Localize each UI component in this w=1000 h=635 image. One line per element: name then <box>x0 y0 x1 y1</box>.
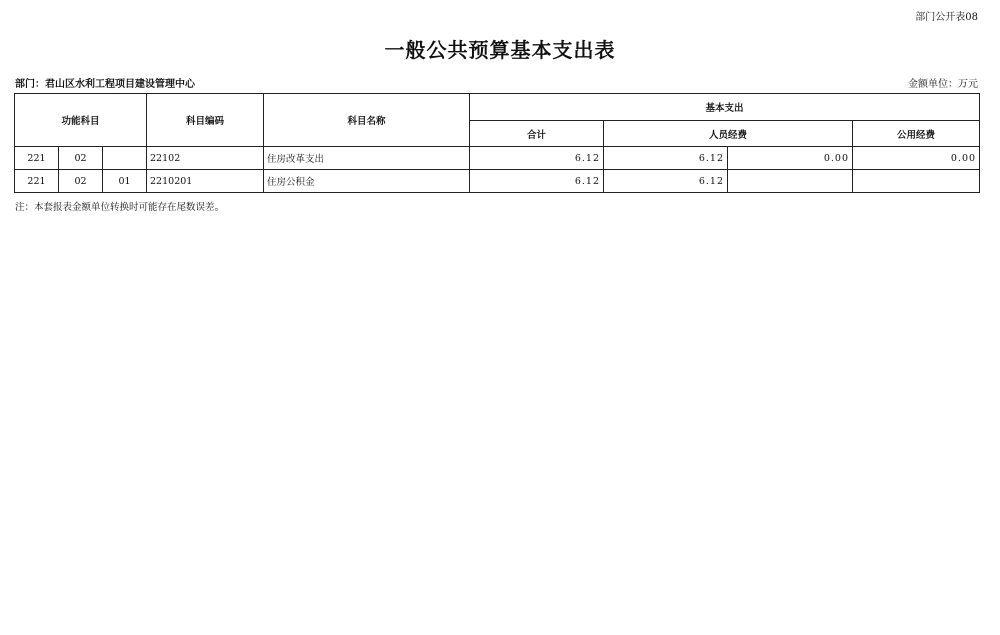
cell-name: 住房公积金 <box>264 170 470 193</box>
cell-name: 住房改革支出 <box>264 147 470 170</box>
cell-code: 22102 <box>147 147 264 170</box>
cell-public: 0.00 <box>853 147 980 170</box>
cell-xiang: 01 <box>103 170 147 193</box>
cell-personnel-a: 6.12 <box>604 170 728 193</box>
table-row <box>15 147 980 170</box>
cell-total: 6.12 <box>470 147 604 170</box>
page-title: 一般公共预算基本支出表 <box>384 38 616 62</box>
header-total: 合计 <box>470 121 604 147</box>
header-function-subject: 功能科目 <box>15 94 147 147</box>
form-code: 部门公开表08 <box>915 12 978 23</box>
cell-xiang <box>103 147 147 170</box>
unit-label: 金额单位：万元 <box>908 79 978 90</box>
cell-public <box>853 170 980 193</box>
cell-personnel-b: 0.00 <box>728 147 853 170</box>
header-personnel: 人员经费 <box>604 121 853 147</box>
cell-total: 6.12 <box>470 170 604 193</box>
cell-lei: 221 <box>15 170 59 193</box>
cell-kuan: 02 <box>59 170 103 193</box>
header-row-1 <box>15 94 980 121</box>
header-subject-code: 科目编码 <box>147 94 264 147</box>
cell-code: 2210201 <box>147 170 264 193</box>
department-label: 部门：君山区水利工程项目建设管理中心 <box>15 79 195 90</box>
budget-table <box>14 93 980 193</box>
header-subject-name: 科目名称 <box>264 94 470 147</box>
cell-personnel-b <box>728 170 853 193</box>
cell-lei: 221 <box>15 147 59 170</box>
table-row <box>15 170 980 193</box>
cell-kuan: 02 <box>59 147 103 170</box>
header-public: 公用经费 <box>853 121 980 147</box>
header-basic-expense: 基本支出 <box>470 94 980 121</box>
footnote: 注：本套报表金额单位转换时可能存在尾数误差。 <box>15 202 225 213</box>
cell-personnel-a: 6.12 <box>604 147 728 170</box>
